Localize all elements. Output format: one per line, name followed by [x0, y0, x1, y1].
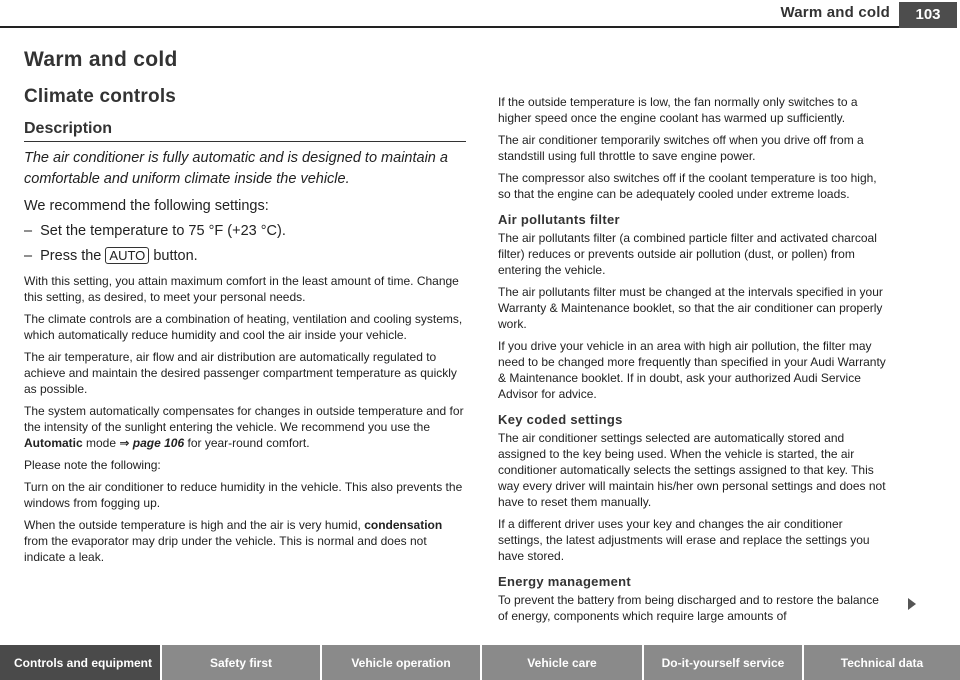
tab-vehicle-care[interactable]: Vehicle care: [482, 645, 642, 680]
heading-air-pollutants-filter: Air pollutants filter: [498, 212, 620, 227]
paragraph: To prevent the battery from being discharged and to restore the balance of energy, components which require large amounts of: [498, 593, 879, 623]
tab-technical-data[interactable]: Technical data: [804, 645, 960, 680]
subsection-title: Description: [24, 120, 466, 142]
tab-controls-and-equipment[interactable]: Controls and equipment: [0, 645, 160, 680]
header-rule: [0, 26, 932, 28]
continue-arrow-icon: [908, 598, 916, 610]
paragraph: The air pollutants filter must be changed at the intervals specified in your Warranty & Maintenance booklet, so that the air conditioner can properly work.: [498, 285, 883, 331]
paragraph-automatic: [24, 403, 466, 451]
text: mode: [86, 436, 117, 450]
tab-do-it-yourself-service[interactable]: Do-it-yourself service: [644, 645, 802, 680]
text: When the outside temperature is high and the air is very humid,: [24, 518, 361, 532]
section-title: Climate controls: [24, 86, 177, 107]
recommend-text: We recommend the following settings:: [24, 198, 269, 214]
paragraph: If you drive your vehicle in an area with high air pollution, the filter may need to be changed more frequently than specified in your Audi Warranty & Maintenance booklet. If in doubt, ask your authorized Audi Service Advisor for advice.: [498, 339, 886, 401]
step-2-post: button.: [153, 248, 198, 264]
tab-safety-first[interactable]: Safety first: [162, 645, 320, 680]
paragraph: If a different driver uses your key and changes the air conditioner settings, the latest adjustments will erase and replace the settings you have stored.: [498, 517, 870, 563]
paragraph: Turn on the air conditioner to reduce humidity in the vehicle. This also prevents the windows from fogging up.: [24, 480, 463, 510]
paragraph-condensation: [24, 517, 466, 565]
page-reference-link[interactable]: ⇒ page 106: [119, 436, 185, 450]
paragraph: The air pollutants filter (a combined particle filter and activated charcoal filter) reduces or prevents outside air pollution (dust, or pollen) from entering the vehicle.: [498, 231, 877, 277]
text: The system automatically compensates for changes in outside temperature and for the intensity of the sunlight entering the vehicle. We recommend you use the: [24, 404, 464, 434]
condensation-term: condensation: [364, 518, 443, 532]
step-2-pre: Press the: [40, 248, 102, 264]
running-title: Warm and cold: [780, 4, 890, 21]
step-1-text: Set the temperature to 75 °F (+23 °C).: [40, 223, 286, 239]
heading-energy-management: Energy management: [498, 574, 631, 589]
left-column: [24, 44, 466, 565]
lead-paragraph: The air conditioner is fully automatic and is designed to maintain a comfortable and uniform climate inside the vehicle.: [24, 150, 448, 187]
paragraph: The air temperature, air flow and air distribution are automatically regulated to achieve and maintain the desired passenger compartment temperature as quickly as possible.: [24, 350, 457, 396]
text: for year-round comfort.: [187, 436, 310, 450]
paragraph: Please note the following:: [24, 458, 161, 472]
step-2: – Press the AUTO button.: [24, 248, 198, 264]
right-column: [498, 94, 890, 624]
footer-nav: [0, 645, 960, 680]
automatic-term: Automatic: [24, 436, 83, 450]
paragraph: If the outside temperature is low, the fan normally only switches to a higher speed once the engine coolant has warmed up sufficiently.: [498, 95, 858, 125]
paragraph: The air conditioner temporarily switches off when you drive off from a standstill using full throttle to save engine power.: [498, 133, 864, 163]
page-number: 103: [899, 2, 957, 28]
step-1: – Set the temperature to 75 °F (+23 °C).: [24, 223, 286, 239]
paragraph: With this setting, you attain maximum comfort in the least amount of time. Change this setting, as desired, to meet your personal needs.: [24, 274, 459, 304]
heading-key-coded-settings: Key coded settings: [498, 412, 623, 427]
chapter-title: Warm and cold: [24, 48, 178, 71]
paragraph: The air conditioner settings selected are automatically stored and assigned to the key being used. When the vehicle is started, the air conditioner automatically selects the settings assigned to that key. This way every driver will maintain his/her own personal settings and does not have to reset them manually.: [498, 431, 886, 509]
tab-vehicle-operation[interactable]: Vehicle operation: [322, 645, 480, 680]
paragraph: The climate controls are a combination of heating, ventilation and cooling systems, which automatically reduce humidity and cool the air inside your vehicle.: [24, 312, 463, 342]
auto-key: AUTO: [105, 247, 149, 264]
paragraph: The compressor also switches off if the coolant temperature is too high, so that the engine can be adequately cooled under extreme loads.: [498, 171, 877, 201]
text: from the evaporator may drip under the vehicle. This is normal and does not indicate a leak.: [24, 534, 427, 564]
